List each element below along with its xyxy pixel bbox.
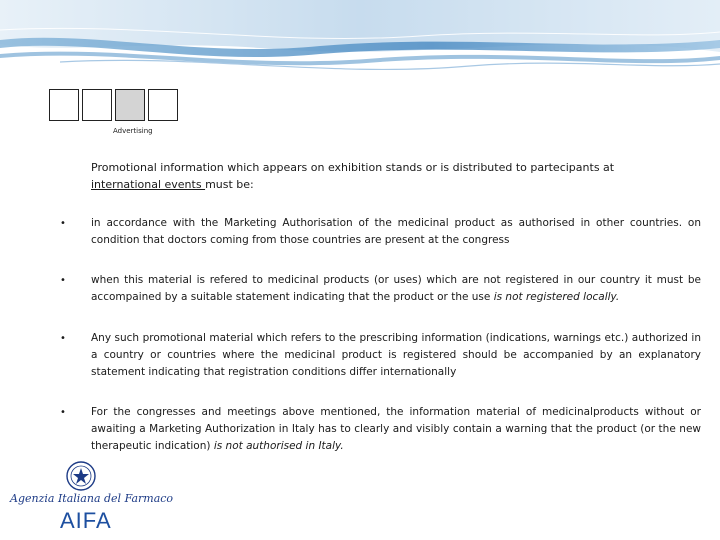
list-item-emphasis: is not authorised in Italy. <box>213 440 344 452</box>
nav-box-1[interactable] <box>49 89 79 121</box>
logo-acronym: AIFA <box>60 508 112 533</box>
requirements-list <box>60 215 701 455</box>
aifa-logo <box>10 458 174 536</box>
intro-suffix: must be: <box>205 178 254 191</box>
list-item-text: Any such promotional material which refers to the prescribing information (indications, warnings etc.) authorized in a country or countries where the medicinal product is registered should be accompanied by an explanatory statement indicating that registration conditions differ internationally <box>91 332 701 378</box>
list-item <box>60 215 701 249</box>
list-item-text: For the congresses and meetings above mentioned, the information material of medicinalproducts without or awaiting a Marketing Authorization in Italy has to clearly and visibly contain a warning that the product (or the new therapeutic indication) <box>91 406 701 452</box>
intro-text: Promotional information which appears on exhibition stands or is distributed to partecipants at <box>91 161 615 174</box>
list-item-text: in accordance with the Marketing Authorisation of the medicinal product as authorised in other countries. on condition that doctors coming from those countries are present at the congress <box>91 217 701 246</box>
bullet-marker: • <box>60 407 66 418</box>
list-item <box>60 272 701 306</box>
logo-script-text: Agenzia Italiana del Farmaco <box>10 492 174 505</box>
bullet-marker: • <box>60 218 66 229</box>
list-item-emphasis: is not registered locally. <box>493 291 620 303</box>
intro-paragraph <box>91 159 691 193</box>
nav-box-4[interactable] <box>148 89 178 121</box>
section-label: Advertising <box>113 127 153 135</box>
list-item <box>60 330 701 381</box>
slide-nav-boxes <box>49 89 178 121</box>
list-item <box>60 404 701 455</box>
list-item-text: when this material is refered to medicinal products (or uses) which are not registered in our country it must be accompained by a suitable statement indicating that the product or the use <box>91 274 701 303</box>
intro-underlined: international events <box>91 178 206 191</box>
bullet-marker: • <box>60 275 66 286</box>
nav-box-2[interactable] <box>82 89 112 121</box>
nav-box-3-active[interactable] <box>115 89 145 121</box>
bullet-marker: • <box>60 333 66 344</box>
italian-emblem-icon <box>65 460 97 492</box>
header-wave-banner <box>0 0 720 90</box>
